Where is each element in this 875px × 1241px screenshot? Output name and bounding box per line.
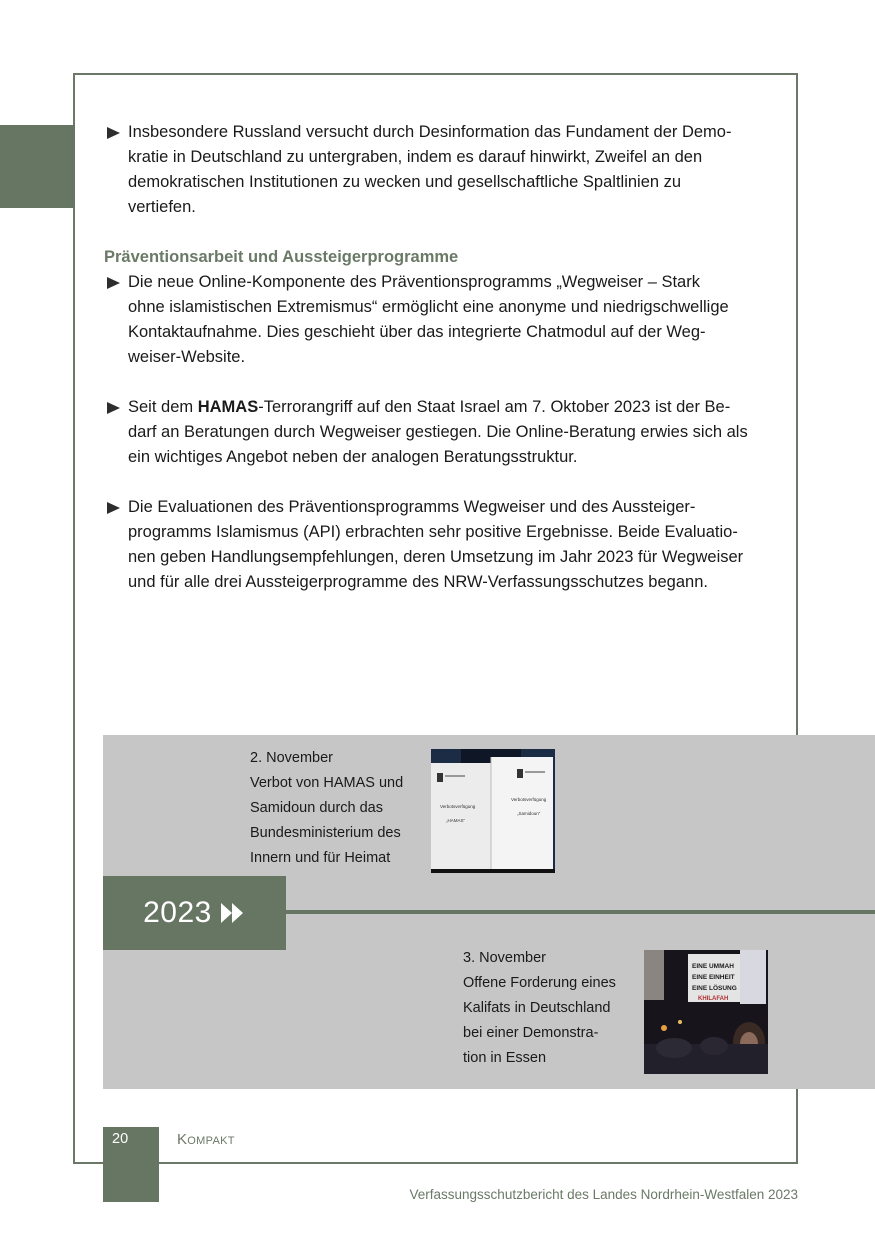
timeline-event-nov3 [463, 946, 616, 1071]
event-line: Innern und für Heimat [250, 850, 391, 866]
section-heading: Präventionsarbeit und Aussteigerprogramme [104, 248, 459, 266]
bullet-line: und für alle drei Aussteigerprogramme des NRW-Verfassungsschutzes begann. [128, 573, 708, 591]
timeline-event-nov2 [250, 746, 403, 871]
bullet-triangle-icon [107, 277, 120, 289]
event-line: bei einer Demonstra- [463, 1025, 599, 1041]
timeline-band [103, 735, 875, 1089]
sign-text: EINE UMMAH [692, 963, 734, 970]
page-number: 20 [112, 1131, 129, 1147]
doc-right-title: Verbotsverfügung [511, 797, 547, 802]
event-date: 3. November [463, 950, 547, 966]
bullet-line: kratie in Deutschland zu untergraben, indem es darauf hinwirkt, Zweifel an den [128, 148, 703, 166]
event-date: 2. November [250, 750, 334, 766]
event-line: Samidoun durch das [250, 800, 383, 816]
sign-text: EINE EINHEIT [692, 974, 735, 981]
bullet-line: weiser-Website. [128, 348, 246, 366]
event-line: Kalifats in Deutschland [463, 1000, 611, 1016]
event-line: tion in Essen [463, 1050, 547, 1066]
sign-text: EINE LÖSUNG [692, 985, 737, 992]
main-content [104, 120, 774, 620]
bullet-line: nen geben Handlungsempfehlungen, deren Umsetzung im Jahr 2023 für Wegweiser [128, 548, 744, 566]
bullet-russia [104, 120, 774, 220]
ban-documents-image [431, 749, 555, 873]
bullet-line [128, 395, 774, 420]
bullet-wegweiser [104, 270, 774, 370]
bullet-line: darf an Beratungen durch Wegweiser gestiegen. Die Online-Beratung erwies sich als [128, 423, 748, 441]
bullet-line: vertiefen. [128, 198, 196, 216]
side-tab-marker [0, 125, 75, 208]
bullet-line: Die neue Online-Komponente des Präventionsprogramms „Wegweiser – Stark [128, 273, 700, 291]
photo-demonstration [644, 950, 768, 1074]
bullet-text-bold: HAMAS [197, 398, 259, 416]
bullet-line: demokratischen Institutionen zu wecken und gesellschaftliche Spaltlinien zu [128, 173, 682, 191]
doc-right-subtitle: „Samidoun“ [517, 811, 541, 816]
photo-ban-documents [431, 749, 555, 873]
bullet-line: programms Islamismus (API) erbrachten sehr positive Ergebnisse. Beide Evaluatio- [128, 523, 738, 541]
timeline-line [286, 910, 875, 914]
bullet-evaluation [104, 495, 774, 595]
bullet-triangle-icon [107, 127, 120, 139]
footer-title: Verfassungsschutzbericht des Landes Nordrhein-Westfalen 2023 [409, 1187, 798, 1202]
year-label: 2023 [143, 896, 212, 929]
bullet-text-post: -Terrorangriff auf den Staat Israel am 7. Oktober 2023 ist der Be- [258, 398, 731, 416]
bullet-hamas [104, 395, 774, 470]
doc-left-title: Verbotsverfügung [440, 804, 476, 809]
event-line: Offene Forderung eines [463, 975, 616, 991]
bullet-line: Die Evaluationen des Präventionsprogramms Wegweiser und des Aussteiger- [128, 498, 696, 516]
bullet-line: ein wichtiges Angebot neben der analogen Beratungsstruktur. [128, 448, 578, 466]
bullet-text-pre: Seit dem [128, 398, 198, 416]
sign-text: KHILAFAH [698, 996, 729, 1002]
bullet-line: Kontaktaufnahme. Dies geschieht über das integrierte Chatmodul auf der Weg- [128, 323, 706, 341]
double-arrow-icon [220, 902, 246, 924]
bullet-line: ohne islamistischen Extremismus“ ermöglicht eine anonyme und niedrigschwellige [128, 298, 729, 316]
demonstration-image [644, 950, 768, 1074]
bullet-triangle-icon [107, 502, 120, 514]
year-box [103, 876, 286, 950]
bullet-line: Insbesondere Russland versucht durch Desinformation das Fundament der Demo- [128, 123, 732, 141]
doc-left-subtitle: „HAMAS“ [446, 818, 465, 823]
event-line: Bundesministerium des [250, 825, 401, 841]
bullet-triangle-icon [107, 402, 120, 414]
section-label: Kompakt [177, 1131, 235, 1148]
event-line: Verbot von HAMAS und [250, 775, 404, 791]
